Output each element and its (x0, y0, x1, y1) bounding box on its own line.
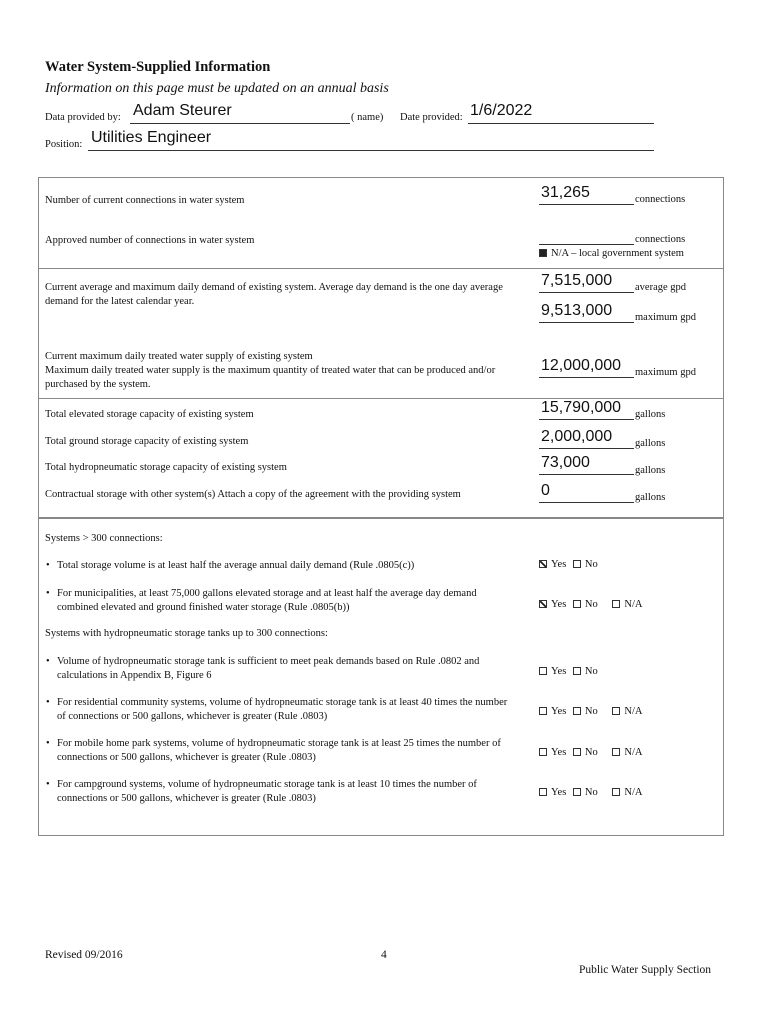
connections-field[interactable]: 31,265 (541, 184, 590, 201)
checkbox-icon (612, 707, 620, 715)
compliance-item (46, 587, 487, 614)
no-label: No (584, 559, 598, 570)
no-label: No (584, 706, 598, 717)
yes-option[interactable] (539, 559, 566, 570)
maximum-demand-unit: maximum gpd (635, 312, 696, 323)
yes-option[interactable] (539, 706, 566, 717)
bullet-icon: • (46, 560, 50, 571)
position-field[interactable]: Utilities Engineer (91, 129, 212, 146)
demand-label: Current average and maximum daily demand of existing system. Average day demand is the one day average demand for the latest calendar year. (45, 282, 503, 307)
treated-supply-unit: maximum gpd (635, 367, 696, 378)
page-title: Water System-Supplied Information (45, 59, 271, 75)
checkbox-icon (573, 788, 581, 796)
compliance-item-text: For campground systems, volume of hydropneumatic storage tank is at least 10 times the number of connections or 500 gallons, whichever is greater (Rule .0803) (57, 779, 477, 804)
section-name: Public Water Supply Section (579, 964, 712, 976)
revised-date: Revised 09/2016 (45, 949, 123, 961)
data-provided-underline (130, 123, 350, 124)
no-option[interactable] (573, 666, 598, 677)
na-label: N/A (624, 706, 643, 717)
date-provided-field[interactable]: 1/6/2022 (470, 102, 533, 119)
elevated-storage-underline (539, 419, 634, 420)
no-label: No (584, 666, 598, 677)
checkbox-icon (539, 788, 547, 796)
checkbox-icon (539, 707, 547, 715)
checkbox-icon (573, 600, 581, 608)
connections-underline (539, 204, 634, 205)
date-provided-label: Date provided: (400, 112, 463, 123)
compliance-item-text: Volume of hydropneumatic storage tank is sufficient to meet peak demands based on Rule .0802 and calculations in Appendix B, Figure 6 (57, 656, 480, 681)
ground-storage-unit: gallons (635, 438, 666, 449)
connections-label: Number of current connections in water system (45, 195, 245, 206)
no-label: No (584, 599, 598, 610)
bullet-icon: • (46, 779, 50, 790)
compliance-item-options (539, 706, 642, 717)
approved-unit: connections (635, 234, 686, 245)
average-demand-underline (539, 292, 634, 293)
compliance-item-options (539, 599, 642, 610)
treated-supply-field[interactable]: 12,000,000 (541, 357, 622, 374)
yes-label: Yes (551, 706, 567, 717)
no-option[interactable] (573, 747, 598, 758)
no-option[interactable] (573, 599, 598, 610)
bullet-icon: • (46, 738, 50, 749)
maximum-demand-field[interactable]: 9,513,000 (541, 302, 613, 319)
yes-option[interactable] (539, 666, 566, 677)
data-provided-label: Data provided by: (45, 112, 121, 123)
compliance-item-options (539, 747, 642, 758)
yes-label: Yes (551, 666, 567, 677)
contractual-storage-underline (539, 502, 634, 503)
connections-unit: connections (635, 194, 686, 205)
yes-label: Yes (551, 787, 567, 798)
ground-storage-underline (539, 448, 634, 449)
na-local-gov-checkbox[interactable] (539, 248, 684, 259)
treated-supply-label: Current maximum daily treated water supply of existing system (45, 351, 313, 362)
page-number: 4 (381, 949, 387, 961)
na-label: N/A (624, 747, 643, 758)
checkbox-icon (573, 748, 581, 756)
checkbox-checked-icon (539, 249, 547, 257)
na-option[interactable] (612, 599, 642, 610)
hydropneumatic-storage-unit: gallons (635, 465, 666, 476)
elevated-storage-unit: gallons (635, 409, 666, 420)
no-label: No (584, 747, 598, 758)
compliance-item-options (539, 559, 598, 570)
hydropneumatic-storage-field[interactable]: 73,000 (541, 454, 590, 471)
data-provided-field[interactable]: Adam Steurer (133, 102, 232, 119)
checkbox-checked-icon (539, 600, 547, 608)
na-option[interactable] (612, 787, 642, 798)
treated-supply-underline (539, 377, 634, 378)
approved-underline (539, 244, 634, 245)
checkbox-icon (612, 748, 620, 756)
yes-label: Yes (551, 747, 567, 758)
bullet-icon: • (46, 656, 50, 667)
checkbox-icon (612, 788, 620, 796)
compliance-item (46, 737, 527, 764)
row-divider (38, 268, 724, 269)
yes-label: Yes (551, 559, 567, 570)
section-hydropneumatic-title: Systems with hydropneumatic storage tanks up to 300 connections: (45, 628, 328, 639)
contractual-storage-label: Contractual storage with other system(s) Attach a copy of the agreement with the providing system (45, 489, 461, 500)
compliance-item-text: For residential community systems, volume of hydropneumatic storage tank is at least 40 times the number of connections or 500 gallons, whichever is greater (Rule .0803) (57, 697, 508, 722)
checkbox-icon (573, 560, 581, 568)
date-provided-underline (468, 123, 654, 124)
average-demand-field[interactable]: 7,515,000 (541, 272, 613, 289)
contractual-storage-unit: gallons (635, 492, 666, 503)
bullet-icon: • (46, 697, 50, 708)
compliance-item (46, 559, 527, 573)
na-label: N/A (624, 787, 643, 798)
compliance-item (46, 655, 522, 682)
no-option[interactable] (573, 706, 598, 717)
maximum-demand-underline (539, 322, 634, 323)
no-label: No (584, 787, 598, 798)
compliance-item-text: For municipalities, at least 75,000 gallons elevated storage and at least half the average day demand combined elevated and ground finished water storage (Rule .0805(b)) (57, 588, 477, 613)
compliance-item (46, 696, 512, 723)
name-label: ( name) (351, 112, 384, 123)
yes-option[interactable] (539, 599, 566, 610)
position-underline (88, 150, 654, 151)
checkbox-icon (612, 600, 620, 608)
compliance-item-text: Total storage volume is at least half the average annual daily demand (Rule .0805(c)) (57, 560, 415, 571)
checkbox-icon (539, 667, 547, 675)
checkbox-checked-icon (539, 560, 547, 568)
na-local-gov-label: N/A – local government system (551, 248, 684, 259)
compliance-item-options (539, 666, 598, 677)
yes-label: Yes (551, 599, 567, 610)
bullet-icon: • (46, 588, 50, 599)
approved-label: Approved number of connections in water system (45, 235, 255, 246)
position-label: Position: (45, 139, 83, 150)
page-subtitle: Information on this page must be updated on an annual basis (45, 81, 389, 96)
yes-option[interactable] (539, 787, 566, 798)
na-option[interactable] (612, 747, 642, 758)
hydropneumatic-storage-label: Total hydropneumatic storage capacity of existing system (45, 462, 287, 473)
checkbox-icon (573, 707, 581, 715)
row-divider (38, 398, 724, 399)
checkbox-icon (573, 667, 581, 675)
ground-storage-label: Total ground storage capacity of existing system (45, 436, 249, 447)
na-label: N/A (624, 599, 643, 610)
no-option[interactable] (573, 787, 598, 798)
hydropneumatic-storage-underline (539, 474, 634, 475)
compliance-item (46, 778, 517, 805)
elevated-storage-label: Total elevated storage capacity of existing system (45, 409, 254, 420)
section-large-systems-title: Systems > 300 connections: (45, 533, 163, 544)
treated-supply-description: Maximum daily treated water supply is the maximum quantity of treated water that can be produced and/or purchased by the system. (45, 365, 496, 390)
contractual-storage-field[interactable]: 0 (541, 482, 550, 499)
ground-storage-field[interactable]: 2,000,000 (541, 428, 613, 445)
no-option[interactable] (573, 559, 598, 570)
compliance-item-options (539, 787, 642, 798)
compliance-item-text: For mobile home park systems, volume of hydropneumatic storage tank is at least 25 times the number of connections or 500 gallons, whichever is greater (Rule .0803) (57, 738, 501, 763)
elevated-storage-field[interactable]: 15,790,000 (541, 399, 622, 416)
yes-option[interactable] (539, 747, 566, 758)
checkbox-icon (539, 748, 547, 756)
average-demand-unit: average gpd (635, 282, 687, 293)
na-option[interactable] (612, 706, 642, 717)
